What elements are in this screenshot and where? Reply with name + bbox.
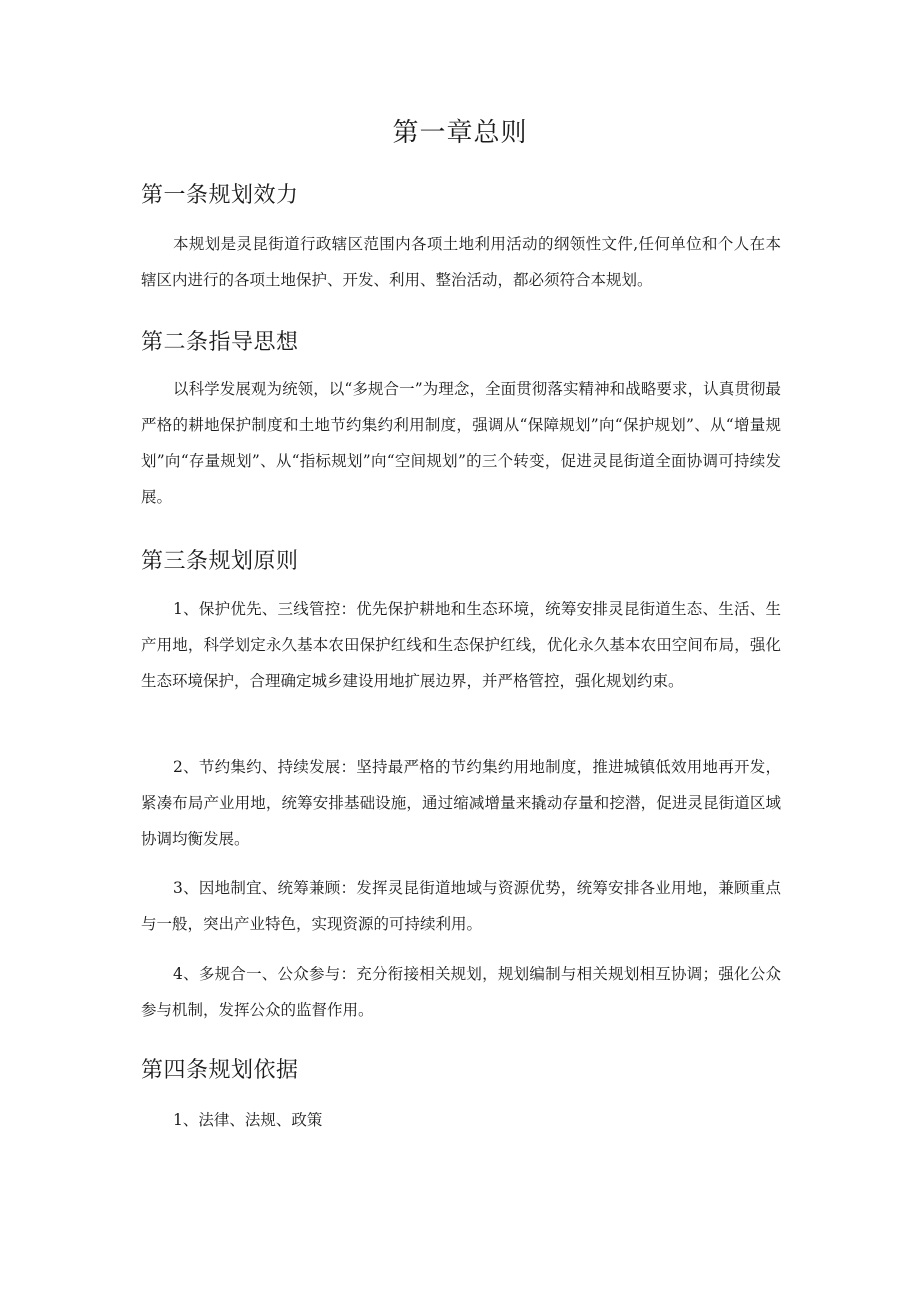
article-2-heading: 第二条指导思想 <box>141 330 299 355</box>
chapter-title: 第一章总则 <box>392 118 528 148</box>
article-3-paragraph-4: 4、多规合一、公众参与：充分衔接相关规划，规划编制与相关规划相互协调；强化公众参与机制，发挥公众的监督作用。 <box>141 965 781 1019</box>
article-3-paragraph-2: 2、节约集约、持续发展：坚持最严格的节约集约用地制度，推进城镇低效用地再开发，紧凑布局产业用地，统筹安排基础设施，通过缩减增量来撬动存量和挖潜，促进灵昆街道区域协调均衡发展。 <box>141 758 781 848</box>
article-2-paragraph-1: 以科学发展观为统领，以“多规合一”为理念，全面贯彻落实精神和战略要求，认真贯彻最严格的耕地保护制度和土地节约集约利用制度，强调从“保障规划”向“保护规划”、从“增量规划”向“存量规划”、从“指标规划”向“空间规划”的三个转变，促进灵昆街道全面协调可持续发展。 <box>141 380 781 506</box>
article-3-paragraph-1: 1、保护优先、三线管控：优先保护耕地和生态环境，统筹安排灵昆街道生态、生活、生产用地，科学划定永久基本农田保护红线和生态保护红线，优化永久基本农田空间布局，强化生态环境保护，合理确定城乡建设用地扩展边界，并严格管控，强化规划约束。 <box>141 600 781 690</box>
article-1-paragraph-1: 本规划是灵昆街道行政辖区范围内各项土地利用活动的纲领性文件,任何单位和个人在本辖区内进行的各项土地保护、开发、利用、整治活动，都必须符合本规划。 <box>141 235 781 289</box>
article-3-heading: 第三条规划原则 <box>141 549 299 574</box>
article-4-heading: 第四条规划依据 <box>141 1058 299 1083</box>
article-4-paragraph-1: 1、法律、法规、政策 <box>173 1111 323 1129</box>
article-1-heading: 第一条规划效力 <box>141 183 299 208</box>
article-3-paragraph-3: 3、因地制宜、统筹兼顾：发挥灵昆街道地域与资源优势，统筹安排各业用地，兼顾重点与一般，突出产业特色，实现资源的可持续利用。 <box>141 879 781 933</box>
